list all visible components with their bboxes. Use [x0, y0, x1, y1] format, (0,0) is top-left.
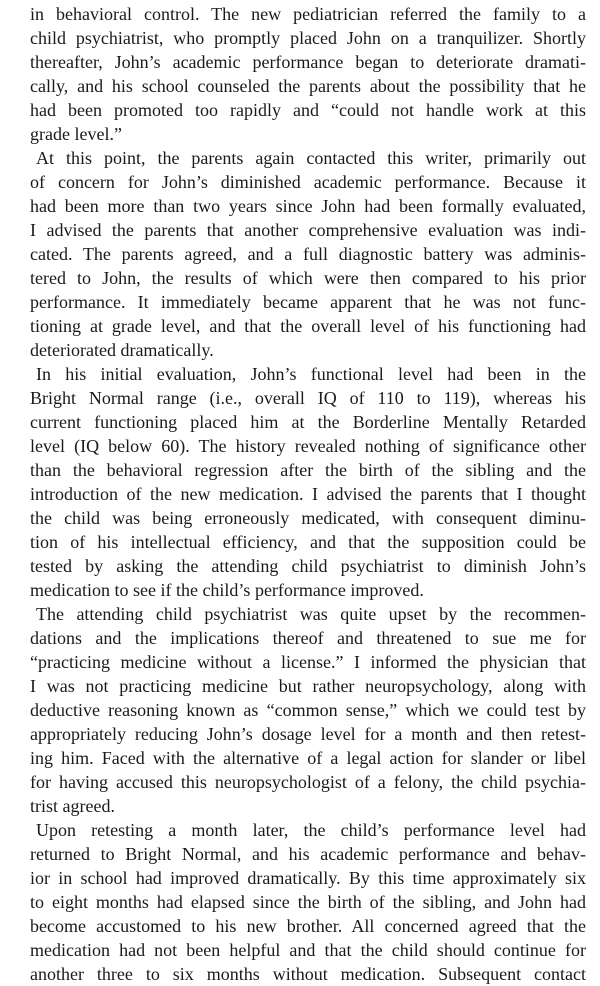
text-line: introduction of the new medication. I advised the parents that I thought [30, 484, 586, 504]
text-line: I advised the parents that another comprehensive evaluation was indi- [30, 220, 586, 240]
text-line: I was not practicing medicine but rather neuropsychology, along with [30, 676, 586, 696]
text-line: returned to Bright Normal, and his academic performance and behav- [30, 844, 586, 864]
text-line: cally, and his school counseled the parents about the possibility that he [30, 76, 586, 96]
text-line: level (IQ below 60). The history revealed nothing of significance other [30, 436, 586, 456]
text-line: medication had not been helpful and that the child should continue for [30, 940, 586, 960]
text-line: “practicing medicine without a license.” I informed the physician that [30, 652, 586, 672]
text-line: another three to six months without medication. Subsequent contact [30, 964, 586, 984]
text-line: ior in school had improved dramatically. By this time approximately six [30, 868, 586, 888]
text-line: tered to John, the results of which were then compared to his prior [30, 268, 586, 288]
text-line: performance. It immediately became apparent that he was not func- [30, 292, 586, 312]
text-line: deductive reasoning known as “common sense,” which we could test by [30, 700, 586, 720]
text-line: child psychiatrist, who promptly placed John on a tranquilizer. Shortly [30, 28, 586, 48]
paragraph [30, 2, 586, 146]
text-line: At this point, the parents again contacted this writer, primarily out [36, 148, 586, 168]
paragraph [30, 146, 586, 362]
text-line: become accustomed to his new brother. All concerned agreed that the [30, 916, 586, 936]
text-line: to eight months had elapsed since the birth of the sibling, and John had [30, 892, 586, 912]
paragraph [30, 818, 586, 986]
paragraph [30, 602, 586, 818]
text-line: thereafter, John’s academic performance began to deteriorate dramati- [30, 52, 586, 72]
text-line: current functioning placed him at the Borderline Mentally Retarded [30, 412, 586, 432]
text-line: trist agreed. [30, 796, 115, 816]
text-line: ing him. Faced with the alternative of a legal action for slander or libel [30, 748, 586, 768]
text-line: In his initial evaluation, John’s functional level had been in the [36, 364, 586, 384]
text-line: the child was being erroneously medicated, with consequent diminu- [30, 508, 586, 528]
text-line: dations and the implications thereof and threatened to sue me for [30, 628, 586, 648]
text-line: cated. The parents agreed, and a full diagnostic battery was adminis- [30, 244, 586, 264]
text-line: tested by asking the attending child psychiatrist to diminish John’s [30, 556, 586, 576]
text-line: for having accused this neuropsychologist of a felony, the child psychia- [30, 772, 586, 792]
paragraph [30, 362, 586, 602]
text-line: had been promoted too rapidly and “could not handle work at this [30, 100, 586, 120]
text-line: Bright Normal range (i.e., overall IQ of 110 to 119), whereas his [30, 388, 586, 408]
text-line: in behavioral control. The new pediatrician referred the family to a [30, 4, 586, 24]
text-line: than the behavioral regression after the birth of the sibling and the [30, 460, 586, 480]
body-text [30, 2, 586, 986]
text-line: Upon retesting a month later, the child’s performance level had [36, 820, 586, 840]
text-line: medication to see if the child’s performance improved. [30, 580, 424, 600]
text-line: deteriorated dramatically. [30, 340, 214, 360]
text-line: The attending child psychiatrist was quite upset by the recommen- [36, 604, 586, 624]
text-line: of concern for John’s diminished academic performance. Because it [30, 172, 586, 192]
text-line: had been more than two years since John had been formally evaluated, [30, 196, 586, 216]
text-line: tion of his intellectual efficiency, and that the supposition could be [30, 532, 586, 552]
text-line: tioning at grade level, and that the overall level of his functioning had [30, 316, 586, 336]
text-line: grade level.” [30, 124, 122, 144]
text-line: appropriately reducing John’s dosage level for a month and then retest- [30, 724, 586, 744]
